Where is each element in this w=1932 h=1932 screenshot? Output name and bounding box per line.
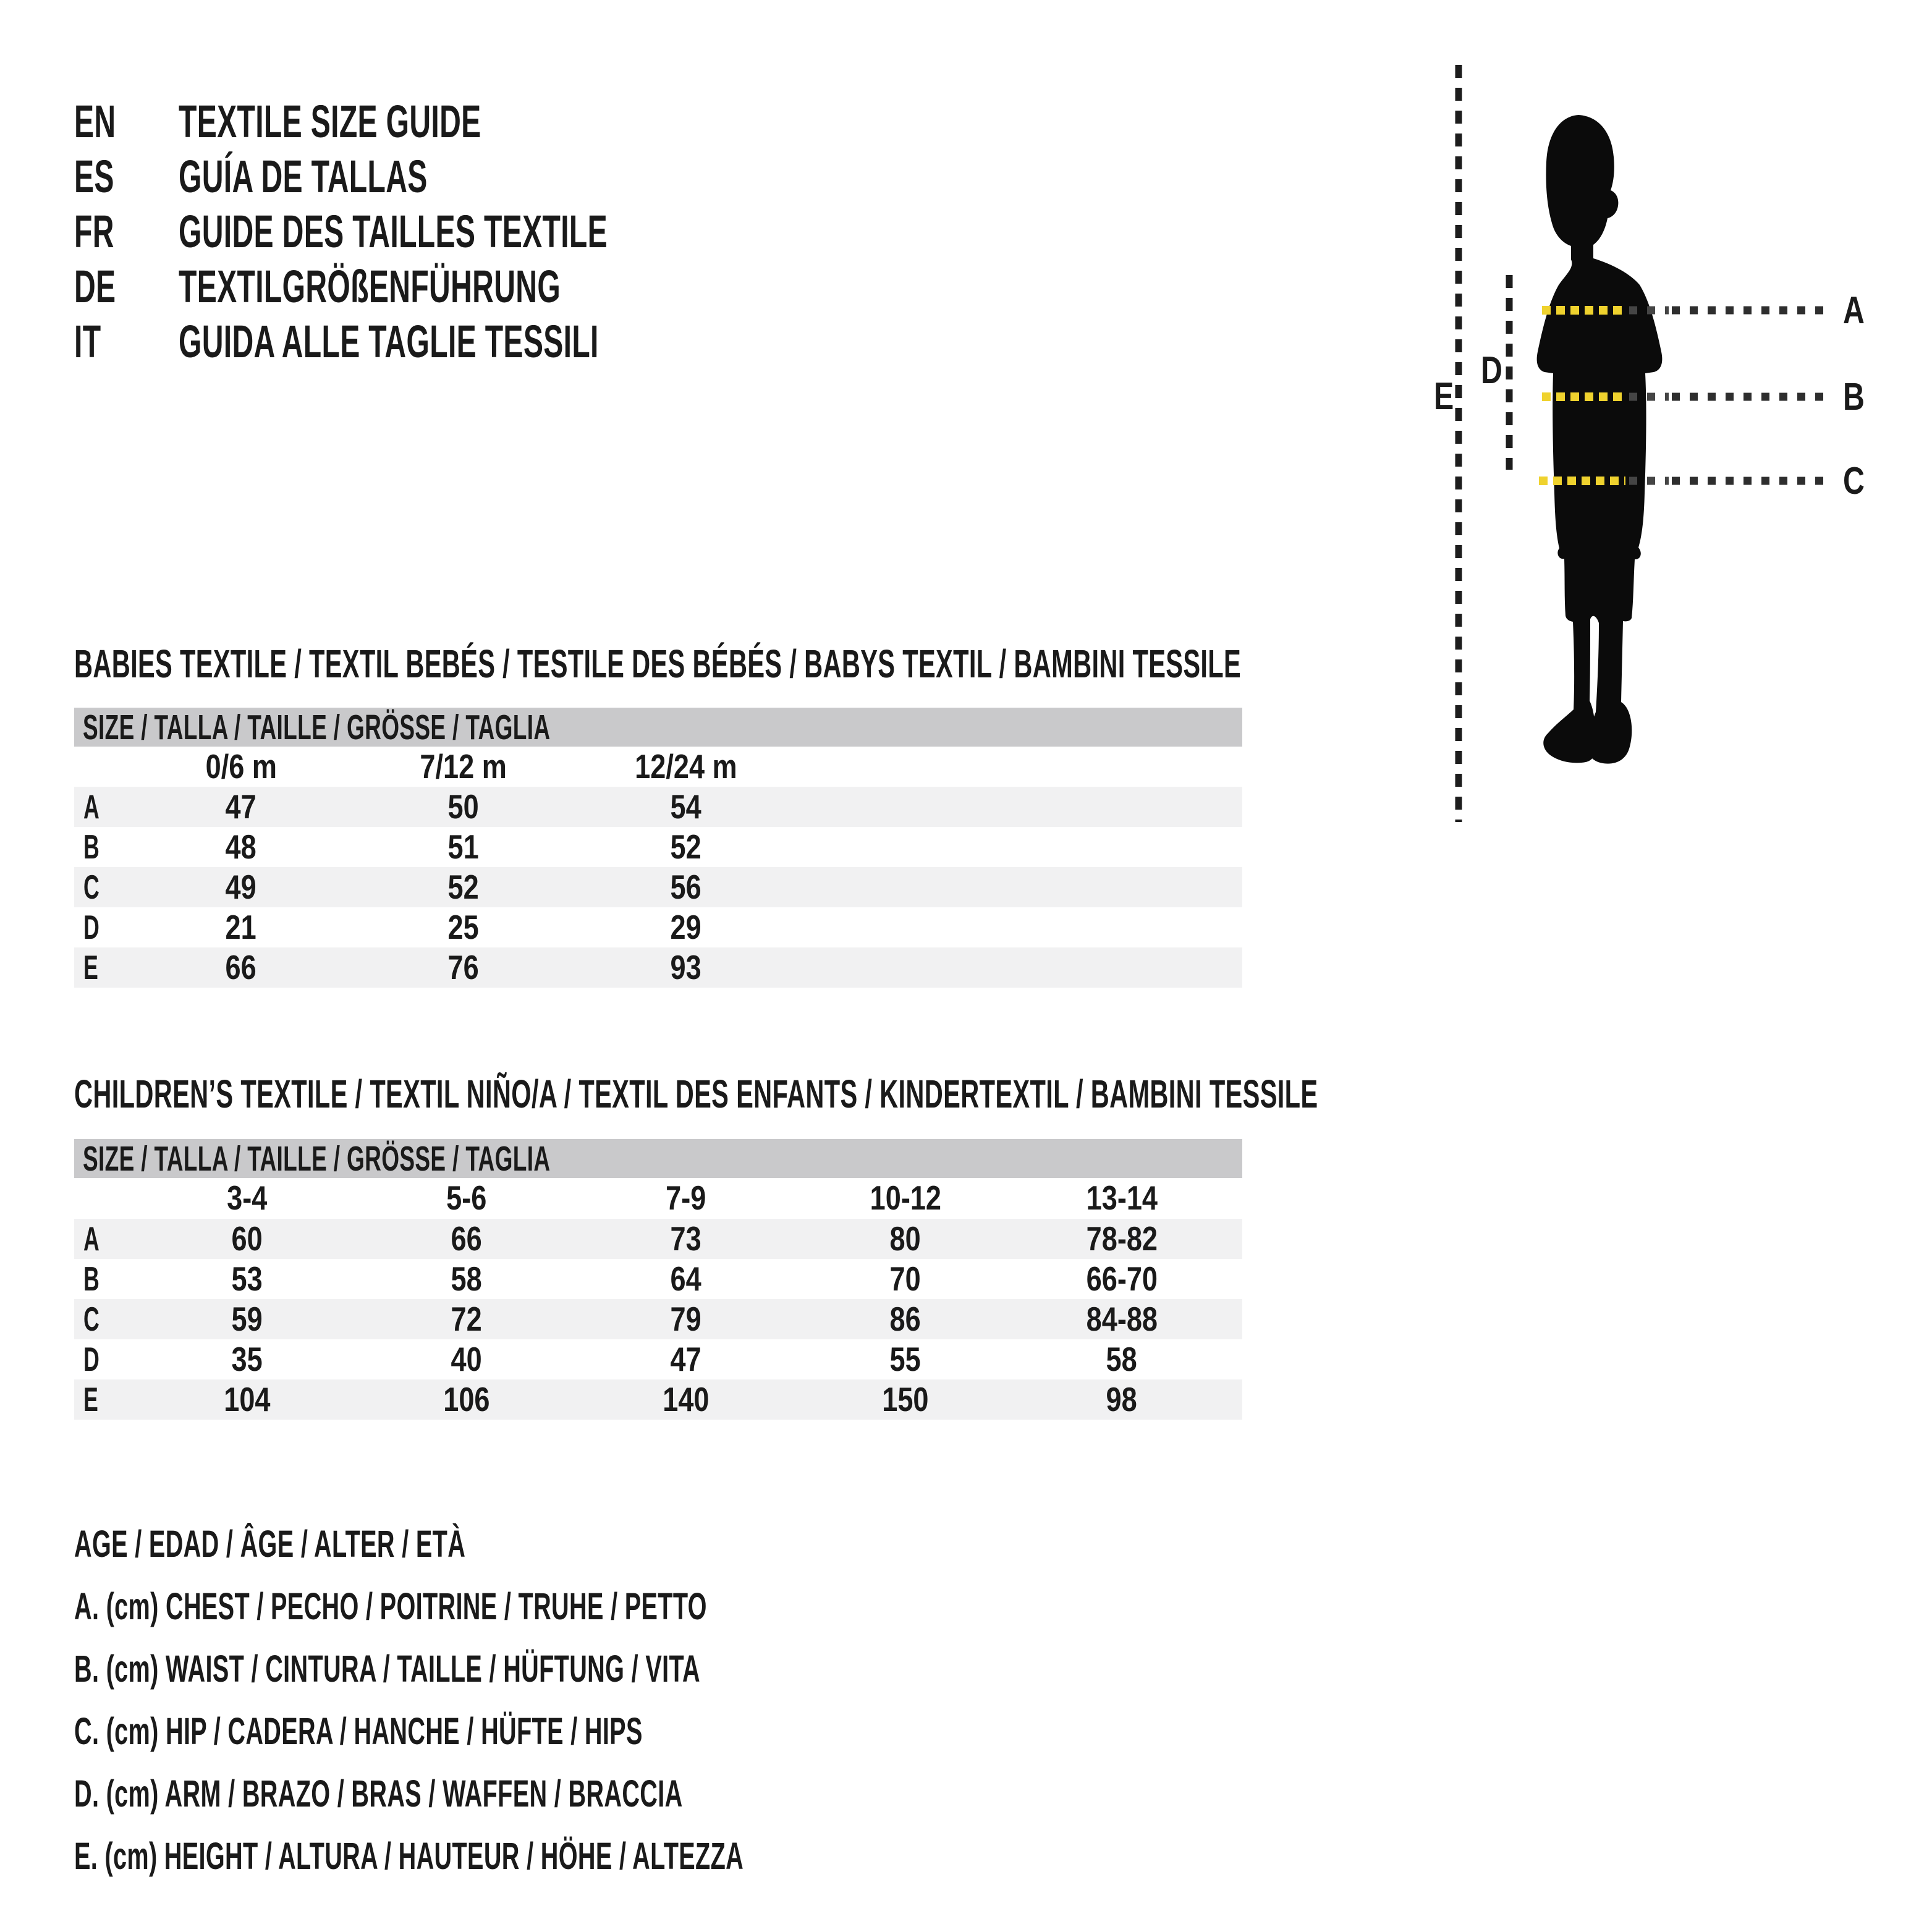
cell-value: 21 [225,908,257,946]
figure-label-c: C [1843,459,1865,502]
column-header: 10-12 [870,1179,941,1217]
babies-section-title-text: BABIES TEXTILE / TEXTIL BEBÉS / TESTILE DES BÉBÉS / BABYS TEXTIL / BAMBINI TESSILE [74,642,1242,686]
children-column-header-row [74,1178,1242,1218]
measurement-legend [74,1513,1104,1888]
legend-row [74,1700,1104,1763]
language-row [74,314,838,369]
cell-value: 59 [231,1300,263,1338]
cell-value: 53 [231,1260,263,1298]
legend-waist: B. (cm) WAIST / CINTURA / TAILLE / HÜFTUNG / VITA [74,1648,701,1690]
cell-value: 35 [231,1340,263,1378]
cell-value: 51 [447,828,480,866]
cell-value: 79 [670,1300,702,1338]
language-title: GUIDA ALLE TAGLIE TESSILI [178,316,599,367]
cell-value: 54 [670,787,702,826]
size-header-band [74,1139,1242,1178]
row-label: C [83,868,100,906]
cell-value: 52 [447,868,480,906]
legend-row [74,1638,1104,1700]
column-header: 3-4 [227,1179,268,1217]
language-title: TEXTILGRÖßENFÜHRUNG [178,261,561,312]
language-row [74,259,838,314]
cell-value: 93 [670,948,702,986]
figure-label-a: A [1843,289,1865,332]
figure-label-e: E [1434,375,1454,418]
row-label: D [83,1340,100,1378]
cell-value: 66 [451,1219,483,1258]
row-label: B [83,1260,100,1298]
legend-row [74,1825,1104,1888]
cell-value: 73 [670,1219,702,1258]
legend-chest: A. (cm) CHEST / PECHO / POITRINE / TRUHE / PETTO [74,1585,707,1627]
column-header: 0/6 m [205,747,277,786]
cell-value: 29 [670,908,702,946]
table-row [74,907,1242,947]
cell-value: 80 [889,1219,922,1258]
legend-height: E. (cm) HEIGHT / ALTURA / HAUTEUR / HÖHE / ALTEZZA [74,1835,744,1877]
size-header-band [74,708,1242,747]
table-row [74,867,1242,907]
cell-value: 86 [889,1300,922,1338]
language-title: GUIDE DES TAILLES TEXTILE [178,206,608,257]
column-header: 7-9 [666,1179,706,1217]
row-label: C [83,1300,100,1338]
cell-value: 78-82 [1086,1219,1158,1258]
cell-value: 84-88 [1086,1300,1158,1338]
cell-value: 72 [451,1300,483,1338]
cell-value: 58 [451,1260,483,1298]
language-row [74,94,838,149]
table-row [74,787,1242,827]
legend-row [74,1513,1104,1575]
table-row [74,1219,1242,1259]
legend-age: AGE / EDAD / ÂGE / ALTER / ETÀ [74,1523,466,1565]
language-code: IT [74,316,101,367]
cell-value: 48 [225,828,257,866]
cell-value: 66-70 [1086,1260,1158,1298]
cell-value: 56 [670,868,702,906]
column-header: 12/24 m [635,747,737,786]
language-code: DE [74,261,116,312]
cell-value: 25 [447,908,480,946]
children-section-title [74,1074,1932,1114]
cell-value: 60 [231,1219,263,1258]
cell-value: 49 [225,868,257,906]
column-header: 7/12 m [420,747,507,786]
cell-value: 50 [447,787,480,826]
cell-value: 58 [1106,1340,1138,1378]
cell-value: 47 [225,787,257,826]
row-label: E [83,1380,99,1418]
size-header-text: SIZE / TALLA / TAILLE / GRÖSSE / TAGLIA [83,708,551,747]
language-row [74,204,838,259]
table-row [74,827,1242,867]
row-label: A [83,1219,100,1258]
cell-value: 150 [882,1380,929,1418]
language-title: GUÍA DE TALLAS [178,151,428,202]
language-code: EN [74,96,116,147]
row-label: A [83,787,100,826]
size-figure [1415,56,1879,834]
row-label: D [83,908,100,946]
figure-label-b: B [1843,375,1865,418]
table-row [74,947,1242,988]
figure-label-d: D [1481,349,1502,392]
cell-value: 52 [670,828,702,866]
cell-value: 66 [225,948,257,986]
table-row [74,1299,1242,1339]
table-row [74,1259,1242,1299]
cell-value: 140 [663,1380,710,1418]
language-title-list [74,94,838,369]
language-code: FR [74,206,114,257]
babies-section-title [74,644,1870,684]
cell-value: 98 [1106,1380,1138,1418]
legend-arm: D. (cm) ARM / BRAZO / BRAS / WAFFEN / BRACCIA [74,1773,683,1815]
cell-value: 47 [670,1340,702,1378]
babies-column-header-row [74,747,1242,787]
cell-value: 40 [451,1340,483,1378]
column-header: 13-14 [1086,1179,1158,1217]
language-code: ES [74,151,114,202]
cell-value: 76 [447,948,480,986]
size-header-text: SIZE / TALLA / TAILLE / GRÖSSE / TAGLIA [83,1139,551,1179]
table-row [74,1339,1242,1379]
cell-value: 64 [670,1260,702,1298]
cell-value: 55 [889,1340,922,1378]
cell-value: 106 [443,1380,490,1418]
legend-row [74,1575,1104,1638]
table-row [74,1379,1242,1420]
language-row [74,149,838,204]
language-title: TEXTILE SIZE GUIDE [178,96,481,147]
cell-value: 70 [889,1260,922,1298]
legend-row [74,1763,1104,1825]
column-header: 5-6 [446,1179,487,1217]
children-section-title-text: CHILDREN’S TEXTILE / TEXTIL NIÑO/A / TEXTIL DES ENFANTS / KINDERTEXTIL / BAMBINI TESSILE [74,1072,1318,1116]
row-label: E [83,948,99,986]
row-label: B [83,828,100,866]
cell-value: 104 [224,1380,271,1418]
legend-hip: C. (cm) HIP / CADERA / HANCHE / HÜFTE / HIPS [74,1710,643,1752]
